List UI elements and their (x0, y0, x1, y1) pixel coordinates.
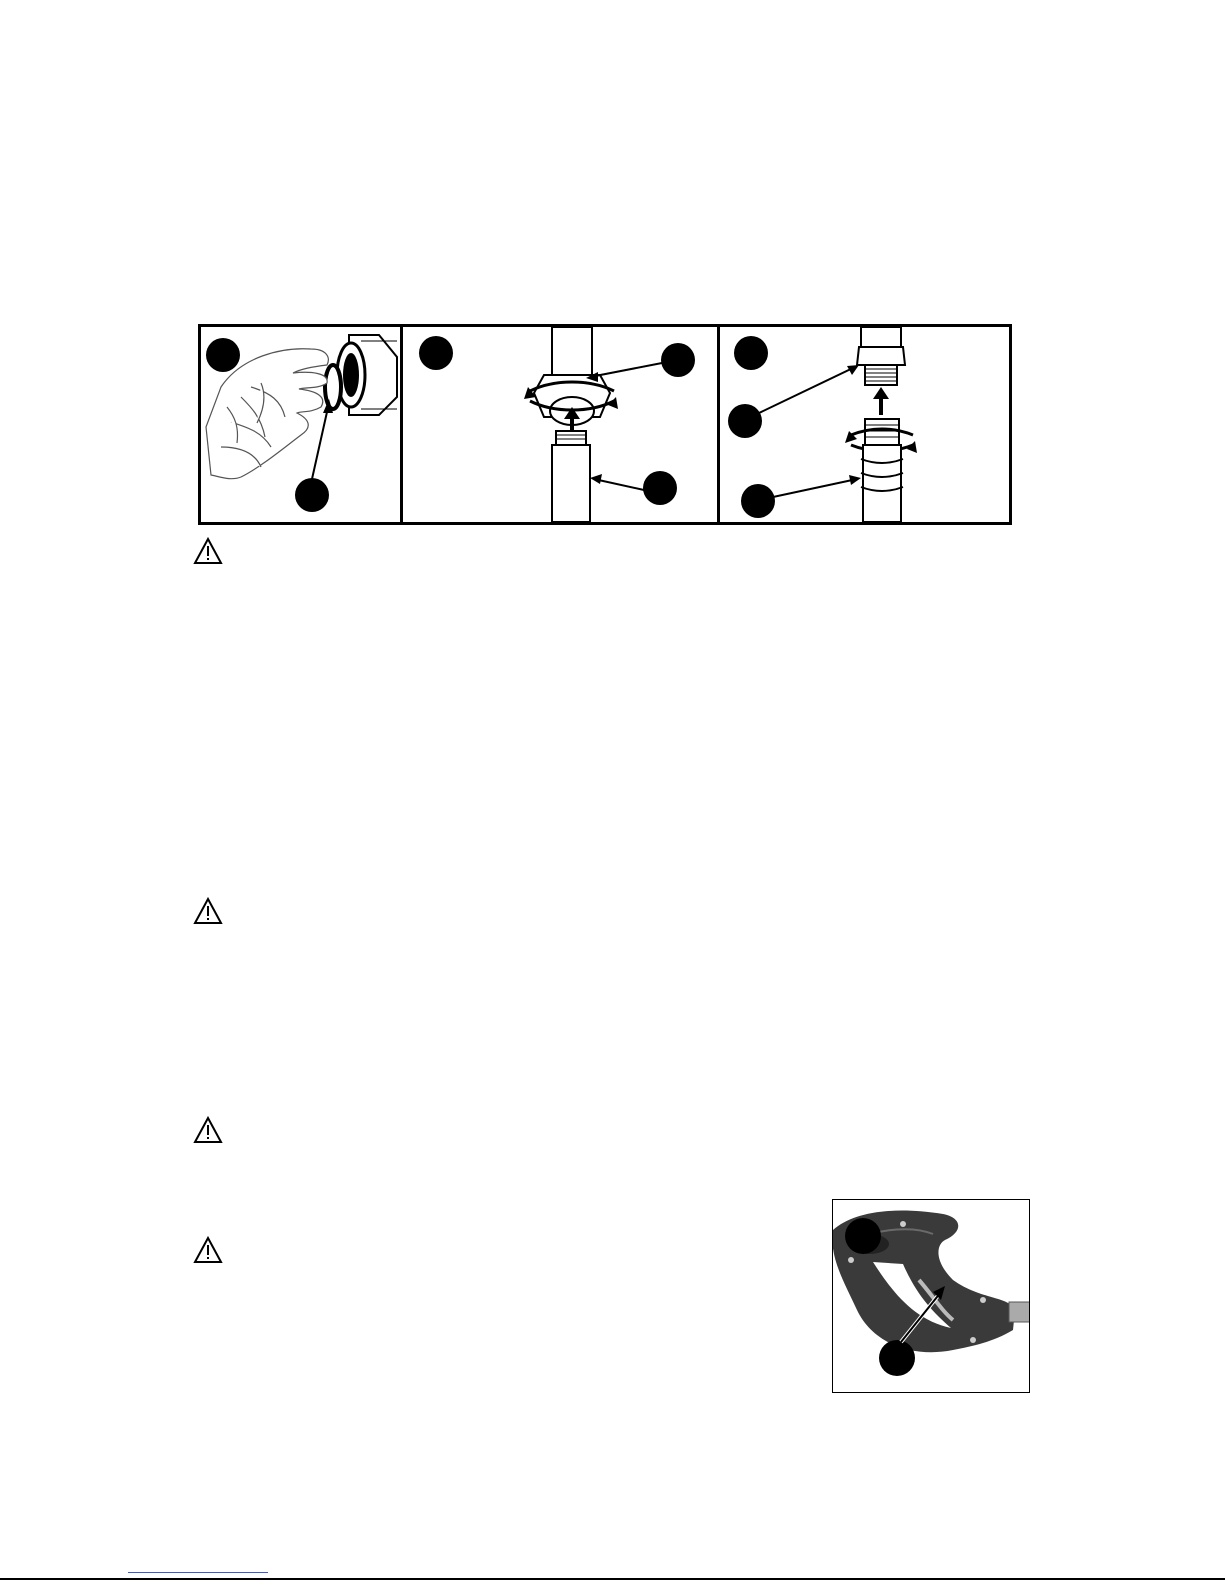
hose-nut-illustration (337, 335, 397, 415)
callout-leader-line (312, 403, 329, 479)
panel-connect-hose-to-pump (404, 327, 716, 522)
warning-triangle-icon (193, 1116, 223, 1144)
spray-gun-figure (832, 1199, 1030, 1393)
spray-gun-illustration (833, 1200, 1030, 1393)
callout-marker (206, 338, 240, 372)
callout-marker (728, 404, 762, 438)
callout-marker (295, 478, 329, 512)
callout-marker (661, 343, 695, 377)
panel-divider (400, 324, 403, 525)
panel-divider (717, 324, 720, 525)
warning-triangle-icon (193, 1236, 223, 1264)
warning-triangle-icon (193, 897, 223, 925)
callout-marker (643, 471, 677, 505)
footer-link-underline (128, 1572, 268, 1573)
panel-insert-washer (201, 327, 400, 522)
warning-triangle-icon (193, 537, 223, 565)
washer-illustration (325, 365, 341, 409)
callout-marker (419, 336, 453, 370)
footer-rule (0, 1578, 1225, 1580)
callout-marker (734, 336, 768, 370)
panel-connect-hose-to-gun (721, 327, 1009, 522)
callout-marker (741, 484, 775, 518)
